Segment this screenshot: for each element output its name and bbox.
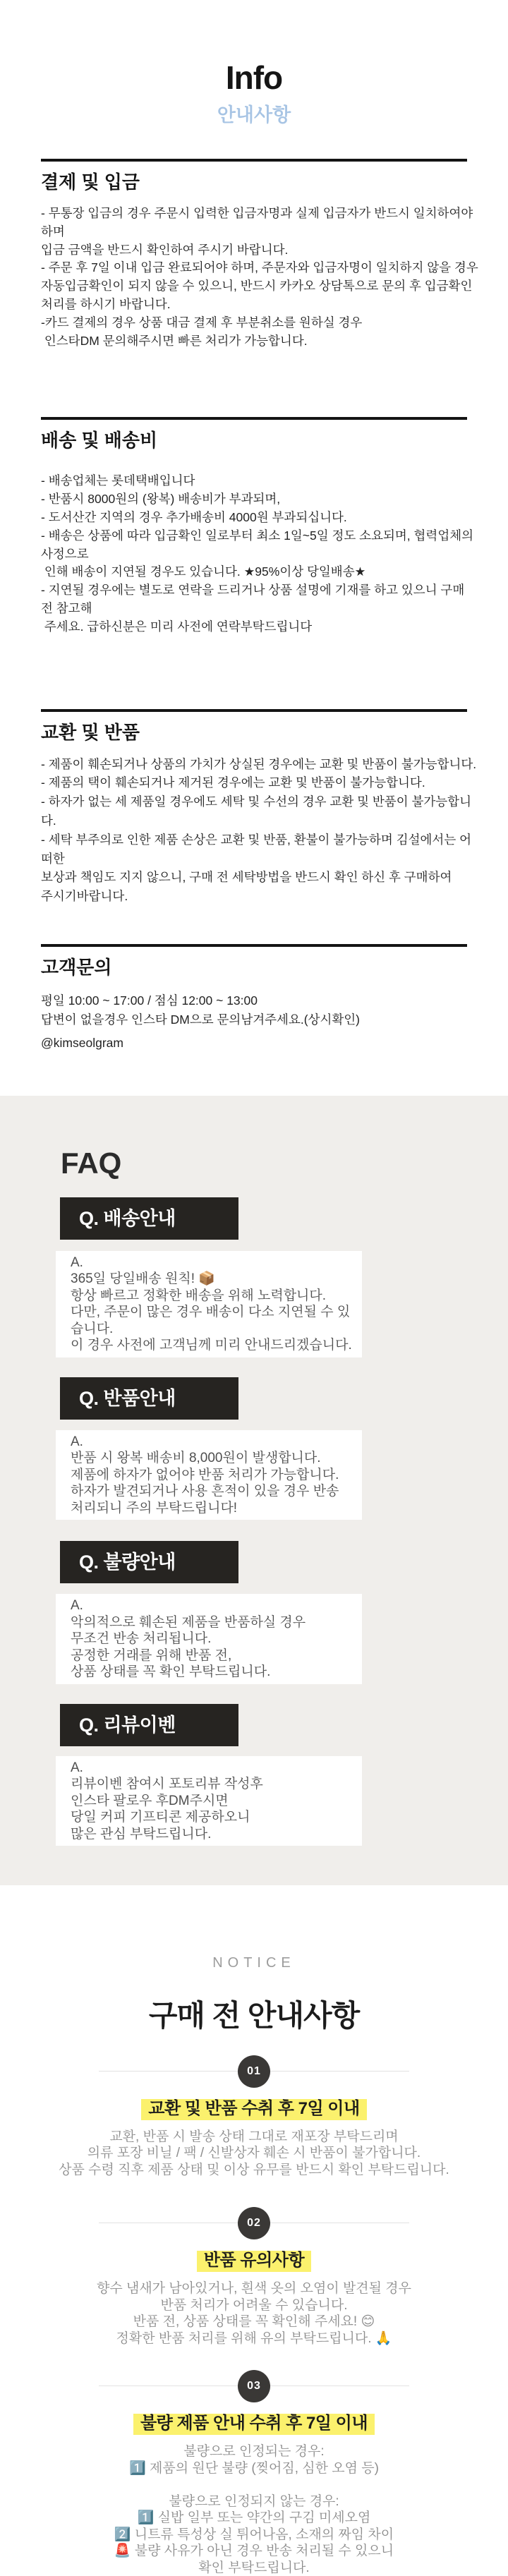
faq-section [0, 1096, 508, 1885]
section-title: 교환 및 반품 [41, 721, 140, 743]
section-divider [41, 709, 467, 712]
faq-question-shipping: Q. 배송안내 [60, 1197, 238, 1240]
faq-answer-box [56, 1430, 362, 1520]
section-line: - 도서산간 지역의 경우 추가배송비 4000원 부과되십니다. [41, 509, 347, 524]
notice-heading-highlight: 교환 및 반품 수취 후 7일 이내 [141, 2099, 366, 2120]
faq-answer-line: 제품에 하자가 없어야 반품 처리가 가능합니다. [71, 1467, 339, 1482]
step-number-row [99, 2207, 409, 2239]
section-divider [41, 944, 467, 947]
faq-answer-line: 공정한 거래를 위해 반품 전, [71, 1647, 232, 1663]
notice-line: 상품 수령 직후 제품 상태 및 이상 유무를 반드시 확인 부탁드립니다. [59, 2162, 449, 2177]
faq-question-review-event: Q. 리뷰이벤 [60, 1704, 238, 1746]
notice-line: 의류 포장 비닐 / 팩 / 신발상자 훼손 시 반품이 불가합니다. [87, 2146, 421, 2161]
notice-line: 불량으로 인정되는 경우: [183, 2444, 325, 2460]
section-line: - 주문 후 7일 이내 입금 완료되어야 하며, 주문자와 입금자명이 일치하지 않을 경우 [41, 260, 478, 275]
faq-answer-line: 하자가 발견되거나 사용 흔적이 있을 경우 반송 [71, 1484, 339, 1499]
contact-note: 답변이 없을경우 인스타 DM으로 문의남겨주세요.(상시확인) [41, 1012, 360, 1027]
section-line: - 배송업체는 롯데택배입니다 [41, 473, 195, 488]
section-line: 인해 배송이 지연될 경우도 있습니다. ★95%이상 당일배송★ [41, 564, 366, 579]
section-line: -카드 결제의 경우 상품 대금 결제 후 부분취소를 원하실 경우 [41, 315, 363, 329]
section-line: - 지연될 경우에는 별도로 연락을 드리거나 상품 설명에 기재를 하고 있으니 구매 전 참고해 [41, 583, 465, 615]
section-body [41, 755, 480, 906]
section-body [41, 472, 480, 636]
notice-heading [0, 2251, 508, 2272]
instagram-handle: @kimseolgram [41, 1035, 123, 1050]
notice-section [0, 1954, 508, 2576]
faq-answer-line: A. [71, 1760, 83, 1775]
step-number-badge: 01 [238, 2055, 270, 2088]
section-line: 자동입금확인이 되지 않을 수 있으니, 반드시 카카오 상담톡으로 문의 후 입금확인 [41, 279, 473, 294]
section-body [41, 205, 480, 350]
faq-answer-line: A. [71, 1434, 83, 1449]
faq-question-return: Q. 반품안내 [60, 1377, 238, 1420]
faq-answer-line: 항상 빠르고 정확한 배송을 위해 노력합니다. [71, 1288, 327, 1303]
faq-answer-box [56, 1251, 362, 1357]
page-subtitle: 안내사항 [217, 104, 291, 126]
section-exchange-return [41, 722, 480, 906]
notice-line: 불량으로 인정되지 않는 경우: [169, 2493, 339, 2509]
step-number-badge: 02 [238, 2207, 270, 2239]
notice-heading-highlight: 불량 제품 안내 수취 후 7일 이내 [133, 2414, 375, 2435]
notice-line: 1️⃣ 실밥 일부 또는 약간의 구김 미세오염 [137, 2510, 371, 2526]
faq-answer-line: 당일 커피 기프티콘 제공하오니 [71, 1810, 250, 1825]
section-title: 배송 및 배송비 [41, 430, 158, 452]
section-line: 보상과 책임도 지지 않으니, 구매 전 세탁방법을 반드시 확인 하신 후 구매하여 [41, 870, 452, 885]
notice-heading [0, 2414, 508, 2435]
section-line: - 세탁 부주의로 인한 제품 손상은 교환 및 반품, 환불이 불가능하며 김설에서는 어떠한 [41, 832, 471, 866]
faq-answer-line: A. [71, 1254, 83, 1270]
notice-title: 구매 전 안내사항 [148, 1998, 360, 2032]
notice-heading [0, 2099, 508, 2120]
notice-line: 2️⃣ 니트류 특성상 실 튀어나옴, 소재의 짜임 차이 [114, 2527, 394, 2542]
step-number-row [99, 2055, 409, 2088]
faq-answer-line: 다만, 주문이 많은 경우 배송이 다소 지연될 수 있습니다. [71, 1305, 351, 1336]
section-shipping [41, 430, 480, 636]
notice-item [0, 2370, 508, 2576]
faq-answer-box [56, 1756, 362, 1846]
faq-question-defect: Q. 불량안내 [60, 1541, 238, 1583]
section-line: 주세요. 급하신분은 미리 사전에 연락부탁드립니다 [41, 619, 313, 634]
faq-answer-line: 많은 관심 부탁드립니다. [71, 1826, 212, 1842]
notice-heading-highlight: 반품 유의사항 [197, 2251, 311, 2272]
faq-answer-line: 365일 당일배송 원칙! 📦 [71, 1271, 215, 1287]
faq-answer-line: 리뷰이벤 참여시 포토리뷰 작성후 [71, 1777, 263, 1792]
section-title: 결제 및 입금 [41, 171, 140, 193]
notice-line: 반품 전, 상품 상태를 꼭 확인해 주세요! 😊 [133, 2314, 375, 2330]
notice-body [0, 2129, 508, 2179]
section-line: 입금 금액을 반드시 확인하여 주시기 바랍니다. [41, 242, 289, 257]
faq-answer-line: 반품 시 왕복 배송비 8,000원이 발생합니다. [71, 1451, 321, 1466]
notice-line: 반품 처리가 어려울 수 있습니다. [160, 2297, 348, 2313]
faq-answer-line: 무조건 반송 처리됩니다. [71, 1631, 212, 1647]
notice-line: 교환, 반품 시 발송 상태 그대로 재포장 부탁드리며 [109, 2129, 399, 2144]
faq-answer-line: 이 경우 사전에 고객님께 미리 안내드리겠습니다. [71, 1338, 352, 1353]
section-divider [41, 417, 467, 420]
faq-answer-line: 인스타 팔로우 후DM주시면 [71, 1793, 229, 1808]
section-line: 인스타DM 문의해주시면 빠른 처리가 가능합니다. [41, 333, 308, 348]
section-title: 고객문의 [41, 956, 112, 978]
section-line: - 하자가 없는 세 제품일 경우에도 세탁 및 수선의 경우 교환 및 반품이 불가능합니다. [41, 794, 471, 828]
notice-line [0, 2477, 508, 2493]
section-line: 주시기바랍니다. [41, 889, 128, 904]
faq-answer-box [56, 1594, 362, 1684]
notice-line: 1️⃣ 제품의 원단 불량 (찢어짐, 심한 오염 등) [129, 2460, 379, 2476]
notice-body [0, 2280, 508, 2347]
section-payment [41, 171, 480, 350]
notice-line: 🚨 불량 사유가 아닌 경우 반송 처리될 수 있으니 [114, 2544, 394, 2559]
faq-answer-line: A. [71, 1598, 83, 1614]
notice-line: 정확한 반품 처리를 위해 유의 부탁드립니다. 🙏 [116, 2330, 392, 2346]
step-number-badge: 03 [238, 2370, 270, 2402]
notice-eyebrow: NOTICE [212, 1954, 296, 1971]
notice-line: 향수 냄새가 남아있거나, 흰색 옷의 오염이 발견될 경우 [96, 2281, 412, 2297]
section-line: - 제품이 훼손되거나 상품의 가치가 상실된 경우에는 교환 및 반품이 불가능합니다. [41, 756, 477, 771]
section-divider [41, 159, 467, 162]
faq-answer-line: 처리되니 주의 부탁드립니다! [71, 1500, 238, 1516]
section-body [41, 991, 480, 1053]
faq-title: FAQ [61, 1146, 122, 1180]
page-title: Info [225, 59, 283, 96]
section-line: - 제품의 택이 훼손되거나 제거된 경우에는 교환 및 반품이 불가능합니다. [41, 775, 425, 790]
business-hours: 평일 10:00 ~ 17:00 / 점심 12:00 ~ 13:00 [41, 993, 258, 1008]
section-line: - 반품시 8000원의 (왕복) 배송비가 부과되며, [41, 492, 281, 507]
section-line: - 무통장 입금의 경우 주문시 입력한 입금자명과 실제 입금자가 반드시 일치하여야 하며 [41, 206, 473, 238]
step-number-row [99, 2370, 409, 2402]
section-customer-service [41, 957, 480, 1053]
notice-item [0, 2055, 508, 2179]
notice-body [0, 2443, 508, 2576]
section-line: 처리를 하시기 바랍니다. [41, 296, 171, 311]
section-line: - 배송은 상품에 따라 입금확인 일로부터 최소 1일~5일 정도 소요되며, 협력업체의 사정으로 [41, 528, 474, 561]
notice-item [0, 2207, 508, 2347]
notice-line: 확인 부탁드립니다. [198, 2560, 310, 2575]
faq-answer-line: 악의적으로 훼손된 제품을 반품하실 경우 [71, 1614, 306, 1630]
page-header [0, 0, 508, 125]
faq-answer-line: 상품 상태를 꼭 확인 부탁드립니다. [71, 1664, 271, 1680]
